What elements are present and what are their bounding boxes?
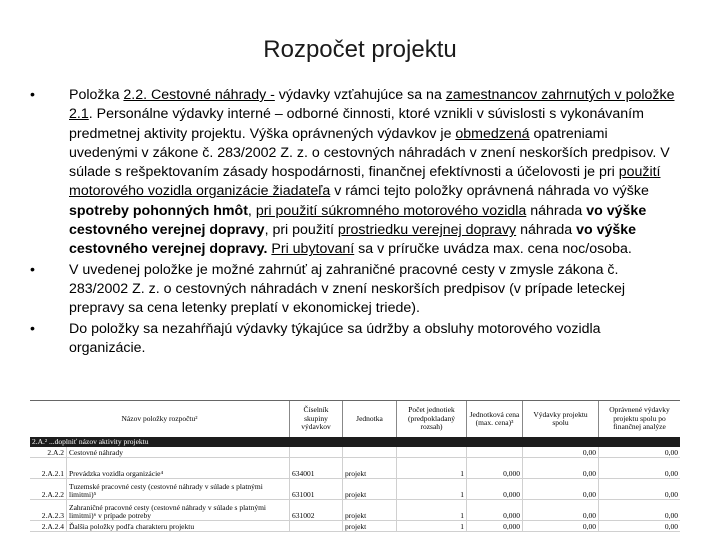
bullet-text: pri použití súkromného motorového vozidla [255, 202, 527, 219]
cell-eligible: 0,00 [598, 447, 680, 457]
bullet-text: vo výške cestovného verejnej dopravy. [69, 222, 637, 258]
cell-unit: projekt [342, 521, 396, 531]
bullet-text: výdavky vzťahujúce sa na [274, 87, 446, 103]
bullet-list [30, 86, 680, 359]
cell-total: 0,00 [522, 500, 598, 520]
cell-group [289, 447, 342, 457]
cell-group: 634001 [289, 458, 342, 478]
bullet-text: sa v príručke uvádza max. cena noc/osoba. [354, 241, 632, 258]
cell-price: 0,000 [466, 500, 522, 520]
cell-code: 2.A.2.4 [41, 522, 64, 531]
cell-count: 1 [396, 521, 466, 531]
bullet-text: , [247, 202, 256, 219]
table-row [30, 500, 680, 521]
cell-code: 2.A.2.2 [41, 490, 64, 499]
activity-row: 2.A.² ...doplniť názov aktivity projektu [30, 437, 680, 447]
header-group: Číselník skupiny výdavkov [289, 401, 342, 437]
cell-eligible: 0,00 [598, 479, 680, 499]
bullet-text: prostriedku verejnej dopravy [337, 222, 517, 239]
table-row [30, 521, 680, 532]
cell-group [289, 521, 342, 531]
table-body [30, 447, 680, 532]
header-eligible: Oprávnené výdavky projektu spolu po finančnej analýze [598, 401, 680, 437]
cell-name: Tuzemské pracovné cesty (cestovné náhrady v súlade s platnými limitmi)⁵ [66, 479, 289, 499]
cell-unit: projekt [342, 500, 396, 520]
bullet-text: spotreby pohonných hmôt [69, 202, 248, 219]
header-count: Počet jednotiek (predpokladaný rozsah) [396, 401, 466, 437]
cell-unit: projekt [342, 479, 396, 499]
bullet-text: opatreniami uvedenými v zákone č. 283/2002 Z. z. o cestovných náhradách v znení neskorších predpisov. V súlade s rešpektovaním zásady hospodárnosti, finančnej efektívnosti a účelovosti je pri [69, 125, 670, 181]
cell-code: 2.A.2.1 [41, 469, 64, 478]
bullet-text: vo výške cestovného verejnej dopravy [69, 202, 647, 239]
table-row [30, 447, 680, 458]
cell-total: 0,00 [522, 447, 598, 457]
bullet-text: Pri ubytovaní [271, 241, 355, 258]
header-unit-price: Jednotková cena (max. cena)³ [466, 401, 522, 437]
bullet-text: použití motorového vozidla organizácie žiadateľa [69, 164, 661, 200]
cell-unit [342, 447, 396, 457]
bullet-text: zamestnancov zahrnutých v položke 2.1 [69, 87, 675, 123]
cell-price: 0,000 [466, 458, 522, 478]
bullet-item [30, 261, 680, 319]
cell-name: Ďalšia položky podľa charakteru projektu [66, 521, 289, 531]
table-row [30, 479, 680, 500]
cell-price [466, 447, 522, 457]
table-header [30, 400, 680, 437]
bullet-text: v rámci tejto položky oprávnená náhrada vo výške [330, 183, 649, 200]
bullet-item [30, 320, 680, 359]
cell-name: Zahraničné pracovné cesty (cestovné náhrady v súlade s platnými limitmi)⁶ v prípade potreby [66, 500, 289, 520]
cell-total: 0,00 [522, 458, 598, 478]
bullet-text: Do položky sa nezahŕňajú výdavky týkajúce sa údržby a obsluhy motorového vozidla organizácie. [69, 320, 601, 356]
header-total: Výdavky projektu spolu [522, 401, 598, 437]
bullet-text: obmedzená [455, 125, 530, 142]
bullet-text: 2.2. Cestovné náhrady - [123, 87, 275, 103]
bullet-text: V uvedenej položke je možné zahrnúť aj zahraničné pracovné cesty v zmysle zákona č. 283/2002 Z. z. o cestovných náhradách v znení neskorších predpisov (v prípade leteckej prepravy sa cena letenky preplatí v ekonomickej triede). [69, 261, 625, 317]
cell-eligible: 0,00 [598, 521, 680, 531]
cell-count: 1 [396, 479, 466, 499]
bullet-item [30, 86, 680, 260]
cell-group: 631001 [289, 479, 342, 499]
cell-total: 0,00 [522, 479, 598, 499]
bullet-text: , pri použití [264, 222, 338, 239]
bullet-text: náhrada [516, 222, 577, 239]
cell-name: Cestovné náhrady [66, 447, 289, 457]
cell-group: 631002 [289, 500, 342, 520]
header-unit: Jednotka [342, 401, 396, 437]
cell-eligible: 0,00 [598, 500, 680, 520]
bullet-text: . Personálne výdavky interné – odborné činnosti, ktoré vznikli v súvislosti s vykonávaním predmetnej aktivity projektu. Výška oprávnených výdavkov je [69, 106, 644, 142]
cell-price: 0,000 [466, 521, 522, 531]
cell-name: Prevádzka vozidla organizácie⁴ [66, 458, 289, 478]
bullet-text: Položka [69, 87, 124, 103]
header-item-name: Názov položky rozpočtu² [121, 413, 198, 423]
table-row [30, 458, 680, 479]
cell-code: 2.A.2 [47, 448, 64, 457]
cell-total: 0,00 [522, 521, 598, 531]
cell-eligible: 0,00 [598, 458, 680, 478]
cell-count: 1 [396, 458, 466, 478]
bullet-text: náhrada [526, 202, 587, 219]
cell-code: 2.A.2.3 [41, 511, 64, 520]
slide-title: Rozpočet projektu [263, 36, 457, 63]
cell-count: 1 [396, 500, 466, 520]
cell-price: 0,000 [466, 479, 522, 499]
cell-unit: projekt [342, 458, 396, 478]
cell-count [396, 447, 466, 457]
budget-table [30, 400, 680, 532]
